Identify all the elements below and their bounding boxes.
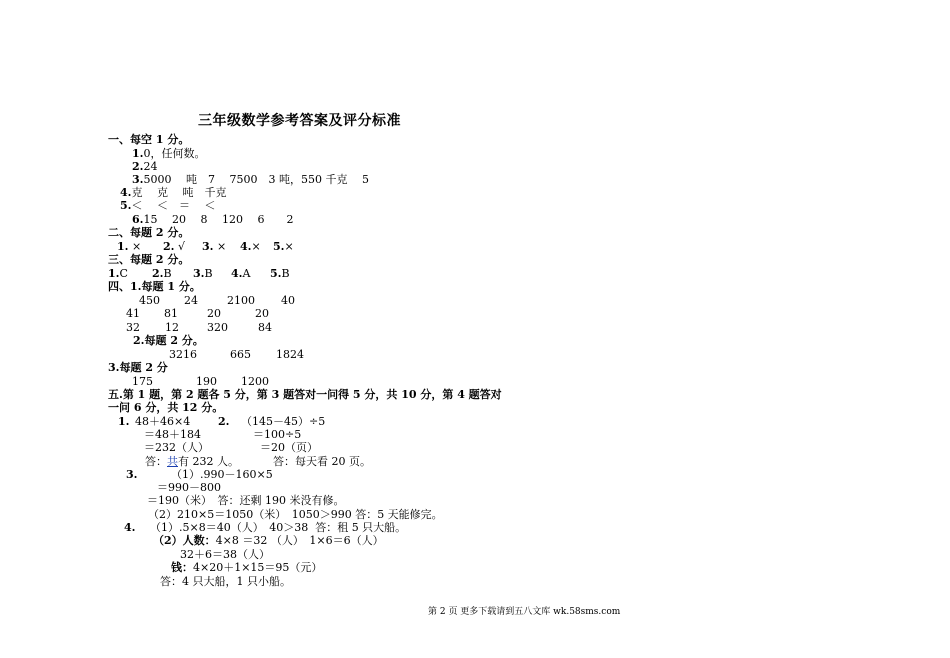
s1-item-4 [120,186,226,199]
s3-answer-4 [231,267,250,280]
s1-item-2 [132,160,157,173]
s5-p1-line: ＝48＋184 [144,428,201,441]
s5-p1-answer [145,455,239,468]
s3-answer-5-num: 5. [270,267,282,280]
s3-answer-3-text: B [204,267,213,280]
s3-answer-3-num: 3. [193,267,205,280]
s1-item-6-text: 15 20 8 120 6 2 [143,213,294,226]
s5-p1-answer-text: 有 232 人。 [178,455,239,468]
s3-answer-4-num: 4. [231,267,243,280]
s2-answer-2 [163,240,185,253]
s5-p2-line: ＝20（页） [260,441,318,454]
s5-p4-text: 4×8 ＝32 （人） 1×6＝6（人） [215,534,384,547]
s4-row2-cell: 81 [164,307,178,320]
s2-answer-4-text: × [251,240,261,253]
s1-item-6 [132,213,293,226]
s1-item-1-num: 1. [132,147,144,160]
s4-row3-cell: 32 [126,321,140,334]
s2-answer-3-num: 3. [202,240,214,253]
s5-p1-line: ＝232（人） [144,441,209,454]
s5-p4-text: 4×20＋1×15＝95（元） [193,561,323,574]
s2-answer-1-text: × [128,240,142,253]
s4-row4-cell: 665 [230,348,251,361]
s5-p2-answer: 答：每天看 20 页。 [273,455,371,468]
s5-p4-line: （1）.5×8＝40（人） 40＞38 答：租 5 只大船。 [150,521,407,534]
s5-p4-line [153,534,384,547]
s4-row2-cell: 20 [207,307,221,320]
s4-row2-cell: 20 [255,307,269,320]
s2-answer-3-text: × [213,240,227,253]
s5-problem-2-num: 2. [218,415,230,428]
s5-p3-line: （1）.990－160×5 [171,468,273,481]
s3-answer-2-text: B [163,267,172,280]
section-3-heading: 三、每题 2 分。 [108,253,190,266]
s5-p3-line: ＝990－800 [157,481,221,494]
s5-p3-line: （2）210×5＝1050（米） 1050＞990 答：5 天能修完。 [148,508,443,521]
s2-answer-2-text: √ [174,240,185,253]
s5-p2-line: ＝100÷5 [253,428,302,441]
s4-row1-cell: 2100 [227,294,255,307]
s3-answer-4-text: A [242,267,251,280]
s4-row4-cell: 3216 [169,348,197,361]
s3-answer-5-text: B [281,267,290,280]
s3-answer-2-num: 2. [152,267,164,280]
s1-item-6-num: 6. [132,213,144,226]
s5-p4-line [171,561,322,574]
s4-row5-cell: 175 [132,375,153,388]
s5-problem-1-num: 1. [118,415,130,428]
s4-row5-cell: 190 [196,375,217,388]
s2-answer-1 [117,240,141,253]
s4-row1-cell: 450 [139,294,160,307]
s5-p4-line: 32＋6＝38（人） [180,548,270,561]
section-2-heading: 二、每题 2 分。 [108,226,190,239]
s4-row2-cell: 41 [126,307,140,320]
section-1-heading: 一、每空 1 分。 [108,133,190,146]
s1-item-3-text: 5000 吨 7 7500 3 吨，550 千克 5 [143,173,369,186]
page-title: 三年级数学参考答案及评分标准 [198,113,401,129]
s4-row4-cell: 1824 [276,348,304,361]
s2-answer-4 [240,240,261,253]
s2-answer-5-text: × [284,240,294,253]
s4-sub3-heading: 3.每题 2 分 [108,361,168,374]
s2-answer-5-num: 5. [273,240,285,253]
section-4-heading: 四、1.每题 1 分。 [108,280,201,293]
s3-answer-1-num: 1. [108,267,120,280]
s3-answer-5 [270,267,290,280]
s1-item-4-text: 克 克 吨 千克 [131,186,227,199]
s1-item-1-text: 0，任何数。 [143,147,206,160]
s2-answer-1-num: 1. [117,240,129,253]
s5-problem-4-num: 4. [124,521,136,534]
s1-item-5-text: ＜ ＜ ＝ ＜ [131,199,216,212]
s2-answer-4-num: 4. [240,240,252,253]
s4-row5-cell: 1200 [241,375,269,388]
section-5-heading: 五.第 1 题，第 2 题各 5 分，第 3 题答对一问得 5 分，共 10 分，第 4 题答对 [108,388,502,401]
s3-answer-2 [152,267,172,280]
s5-p4-answer: 答：4 只大船，1 只小船。 [160,575,291,588]
s4-row3-cell: 12 [165,321,179,334]
s5-p4-label: 钱： [171,561,193,574]
s1-item-2-text: 24 [143,160,158,173]
s4-row1-cell: 40 [281,294,295,307]
s5-p1-answer-label: 答： [145,455,167,468]
s1-item-2-num: 2. [132,160,144,173]
s1-item-1 [132,147,205,160]
s4-row3-cell: 84 [258,321,272,334]
s5-problem-3-num: 3. [126,468,138,481]
page-footer: 第 2 页 更多下载请到五八文库 wk.58sms.com [428,607,621,617]
s4-sub2-heading: 2.每题 2 分。 [133,334,204,347]
s2-answer-3 [202,240,226,253]
s1-item-3 [132,173,369,186]
s1-item-5 [120,199,215,212]
s3-answer-1-text: C [119,267,128,280]
s5-p1-line: 48＋46×4 [135,415,191,428]
s1-item-3-num: 3. [132,173,144,186]
s4-row1-cell: 24 [184,294,198,307]
s1-item-4-num: 4. [120,186,132,199]
s2-answer-2-num: 2. [163,240,175,253]
s4-row3-cell: 320 [207,321,228,334]
s2-answer-5 [273,240,294,253]
s5-p4-label: （2）人数： [153,534,216,547]
s1-item-5-num: 5. [120,199,132,212]
section-5-heading-cont: 一问 6 分，共 12 分。 [108,401,224,414]
s5-p1-answer-link[interactable]: 共 [167,455,178,468]
s3-answer-3 [193,267,213,280]
s3-answer-1 [108,267,128,280]
s5-p3-line: ＝190（米） 答：还剩 190 米没有修。 [147,494,345,507]
s5-p2-line: （145－45）÷5 [241,415,326,428]
